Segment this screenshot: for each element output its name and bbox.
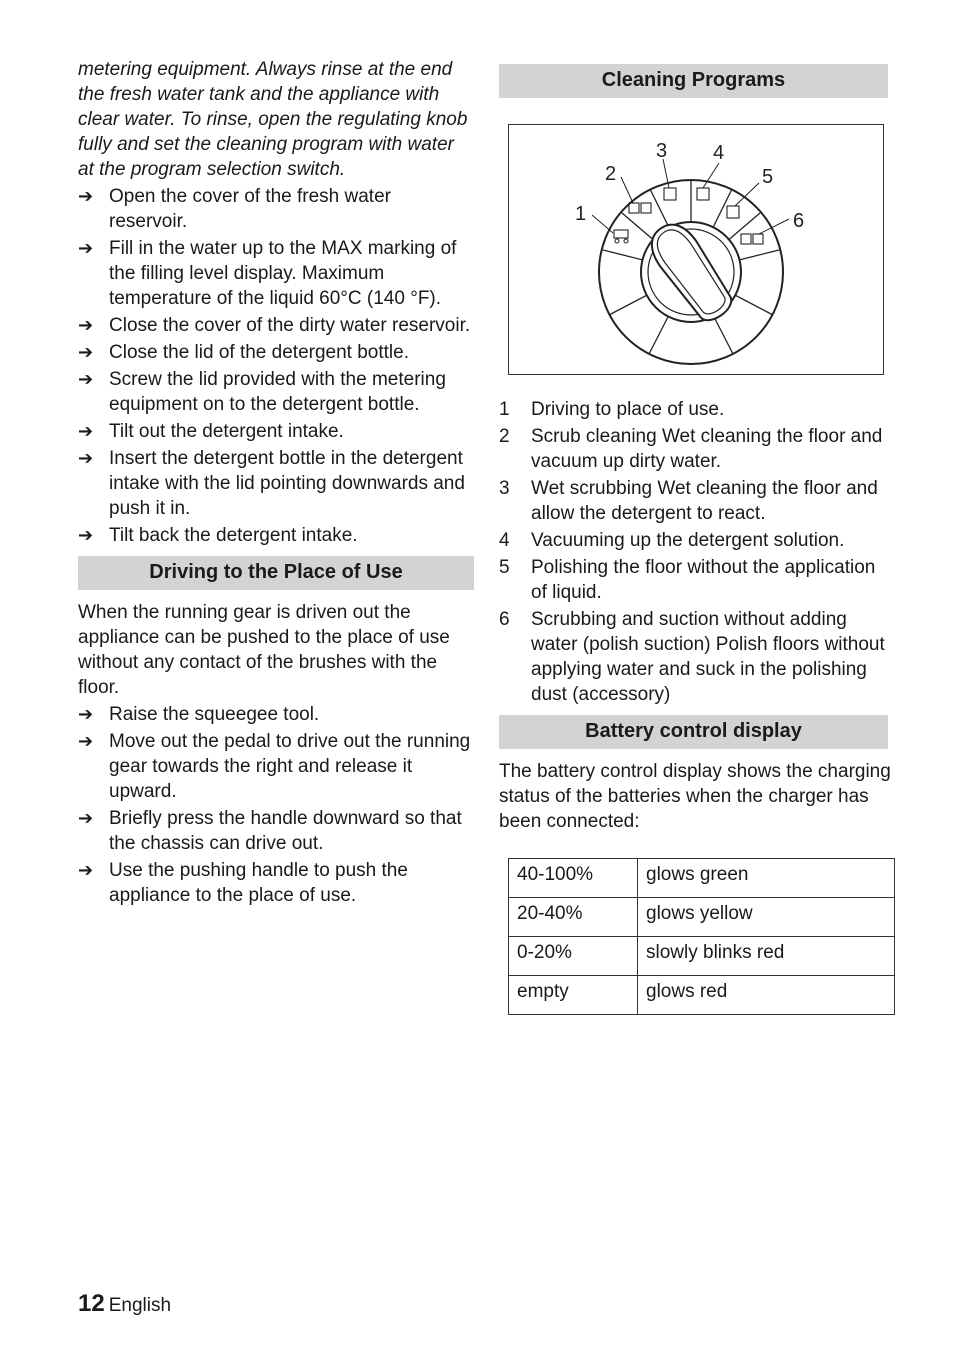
program-selector-figure — [508, 124, 884, 375]
list-item: ➔ Fill in the water up to the MAX marking of the filling level display. Maximum temperature of the liquid 60°C (140 °F). — [78, 238, 457, 309]
battery-status-cell: slowly blinks red — [638, 937, 895, 976]
arrow-icon: ➔ — [78, 808, 94, 828]
list-item: 6 Scrubbing and suction without adding water (polish suction) Polish floors without applying water and suck in the polishing dust (accessory) — [499, 609, 885, 705]
table-row — [509, 937, 895, 976]
arrow-icon: ➔ — [78, 186, 94, 206]
polish-suction-icon — [741, 234, 763, 244]
battery-status-table — [508, 858, 895, 1015]
page-number: 12 — [78, 1290, 105, 1317]
arrow-icon: ➔ — [78, 315, 94, 335]
list-item: ➔ Insert the detergent bottle in the detergent intake with the lid pointing downwards and push it in. — [78, 448, 465, 519]
left-column — [78, 57, 474, 908]
program-list — [499, 397, 895, 707]
section-heading-programs: Cleaning Programs — [499, 64, 888, 98]
instruction-list-driving — [78, 702, 474, 908]
list-item: ➔ Raise the squeegee tool. — [78, 704, 320, 725]
battery-level-cell: 0-20% — [509, 937, 638, 976]
arrow-icon: ➔ — [78, 731, 94, 751]
table-row — [509, 859, 895, 898]
table-row — [509, 976, 895, 1015]
arrow-icon: ➔ — [78, 342, 94, 362]
list-item: ➔ Close the lid of the detergent bottle. — [78, 342, 409, 363]
right-column — [499, 64, 895, 1015]
arrow-icon: ➔ — [78, 860, 94, 880]
list-item: 3 Wet scrubbing Wet cleaning the floor and allow the detergent to react. — [499, 478, 878, 524]
arrow-icon: ➔ — [78, 448, 94, 468]
figure-label-1: 1 — [575, 203, 587, 225]
page-language: English — [108, 1295, 172, 1316]
vacuum-icon — [697, 188, 709, 200]
figure-label-2: 2 — [605, 163, 617, 185]
instruction-list-fill — [78, 184, 474, 548]
list-item: ➔ Open the cover of the fresh water reservoir. — [78, 186, 391, 232]
table-row — [509, 898, 895, 937]
list-item: ➔ Use the pushing handle to push the appliance to the place of use. — [78, 860, 408, 906]
arrow-icon: ➔ — [78, 525, 94, 545]
scrub-vacuum-icon — [629, 203, 651, 213]
list-item: ➔ Screw the lid provided with the metering equipment on to the detergent bottle. — [78, 369, 446, 415]
list-item: 4 Vacuuming up the detergent solution. — [499, 530, 845, 551]
battery-level-cell: 20-40% — [509, 898, 638, 937]
section-heading-driving: Driving to the Place of Use — [78, 556, 474, 590]
figure-label-4: 4 — [713, 142, 725, 164]
list-item: 5 Polishing the floor without the application of liquid. — [499, 557, 876, 603]
list-item: ➔ Close the cover of the dirty water reservoir. — [78, 315, 471, 336]
list-item: ➔ Move out the pedal to drive out the running gear towards the right and release it upward. — [78, 731, 471, 802]
program-dial-diagram — [509, 125, 885, 376]
arrow-icon: ➔ — [78, 704, 94, 724]
figure-label-5: 5 — [762, 166, 774, 188]
battery-status-cell: glows green — [638, 859, 895, 898]
list-item: 1 Driving to place of use. — [499, 399, 725, 420]
arrow-icon: ➔ — [78, 421, 94, 441]
figure-label-6: 6 — [793, 210, 805, 232]
drive-icon — [614, 230, 628, 243]
battery-paragraph: The battery control display shows the charging status of the batteries when the charger has been connected: — [499, 761, 891, 832]
arrow-icon: ➔ — [78, 369, 94, 389]
wet-scrub-icon — [664, 188, 676, 200]
section-heading-battery: Battery control display — [499, 715, 888, 749]
figure-label-3: 3 — [656, 140, 668, 162]
battery-level-cell: 40-100% — [509, 859, 638, 898]
driving-paragraph: When the running gear is driven out the appliance can be pushed to the place of use without any contact of the brushes with the floor. — [78, 602, 450, 698]
polish-icon — [727, 206, 739, 218]
list-item: ➔ Briefly press the handle downward so that the chassis can drive out. — [78, 808, 462, 854]
list-item: ➔ Tilt out the detergent intake. — [78, 421, 344, 442]
page-footer — [78, 1290, 171, 1318]
battery-status-cell: glows yellow — [638, 898, 895, 937]
list-item: ➔ Tilt back the detergent intake. — [78, 525, 358, 546]
list-item: 2 Scrub cleaning Wet cleaning the floor and vacuum up dirty water. — [499, 426, 883, 472]
battery-status-cell: glows red — [638, 976, 895, 1015]
arrow-icon: ➔ — [78, 238, 94, 258]
intro-paragraph: metering equipment. Always rinse at the end the fresh water tank and the appliance with clear water. To rinse, open the regulating knob fully and set the cleaning program with water at the program selection switch. — [78, 59, 468, 180]
battery-level-cell: empty — [509, 976, 638, 1015]
